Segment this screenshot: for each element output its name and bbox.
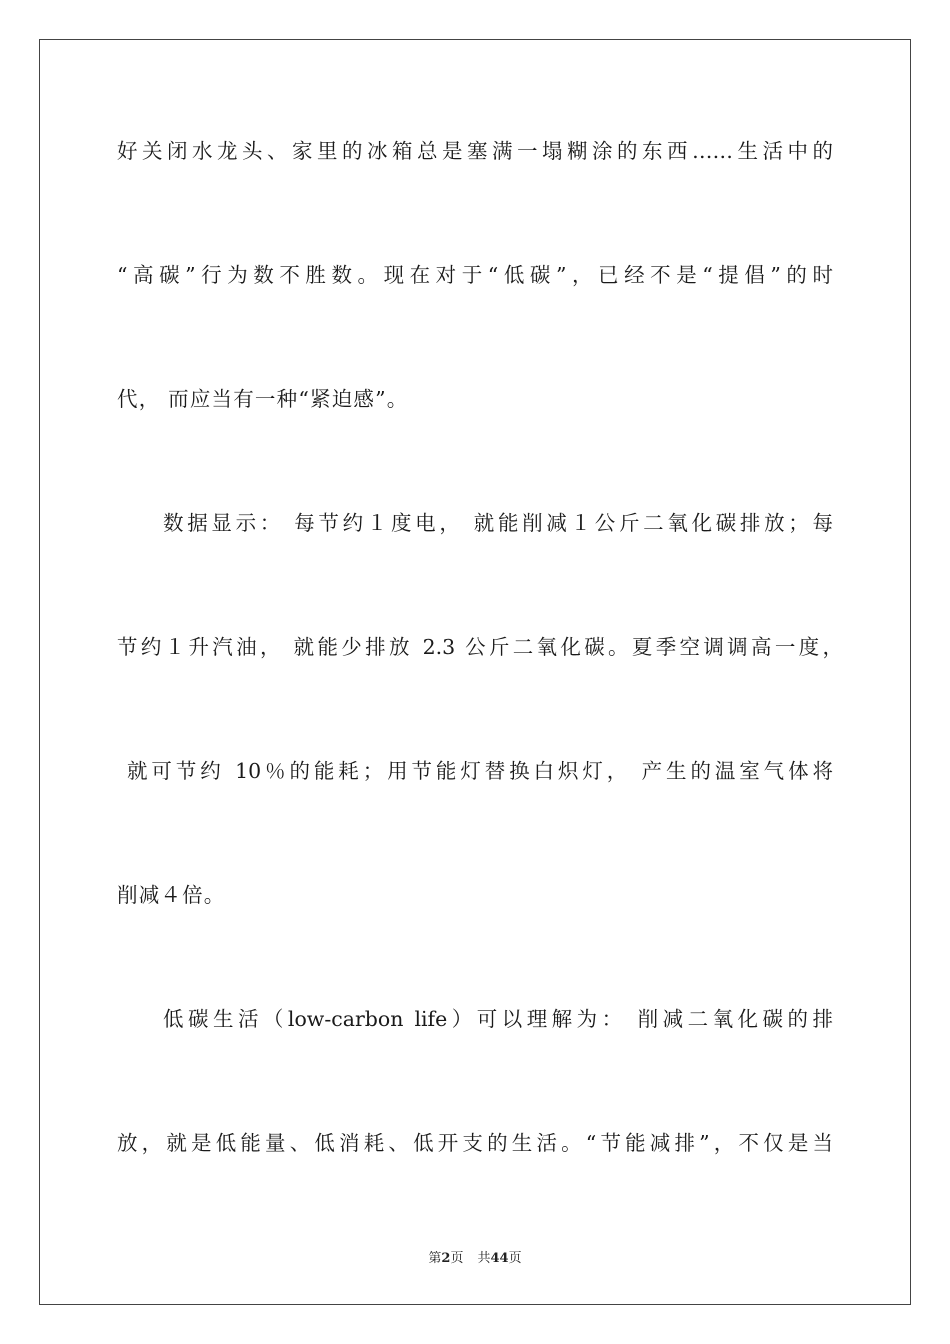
footer-total-prefix: 共 — [477, 1251, 491, 1266]
text-line: 节约１升汽油， 就能少排放 2.3 公斤二氧化碳。夏季空调调高一度， — [117, 635, 843, 659]
text-line: 低碳生活（low-carbon life）可以理解为： 削减二氧化碳的排 — [163, 1007, 833, 1031]
text-line: “高碳”行为数不胜数。现在对于“低碳”，已经不是“提倡”的时 — [117, 263, 833, 287]
footer-prefix: 第 — [428, 1251, 442, 1266]
text-line: 数据显示： 每节约１度电， 就能削减１公斤二氧化碳排放；每 — [163, 511, 833, 535]
page-footer — [0, 1247, 950, 1266]
text-line: 就可节约 10％的能耗；用节能灯替换白炽灯， 产生的温室气体将 — [127, 759, 833, 783]
current-page-number: 2 — [441, 1251, 451, 1266]
text-line: 放，就是低能量、低消耗、低开支的生活。“节能减排”，不仅是当 — [117, 1131, 833, 1155]
text-line: 削减４倍。 — [117, 883, 226, 907]
text-line: 好关闭水龙头、家里的冰箱总是塞满一塌糊涂的东西……生活中的 — [117, 139, 833, 163]
text-line: 代， 而应当有一种“紧迫感”。 — [117, 387, 409, 411]
page-border — [39, 39, 911, 1305]
footer-total-suffix: 页 — [508, 1251, 522, 1266]
total-pages-number: 44 — [490, 1251, 509, 1266]
footer-page-suffix: 页 — [450, 1251, 464, 1266]
